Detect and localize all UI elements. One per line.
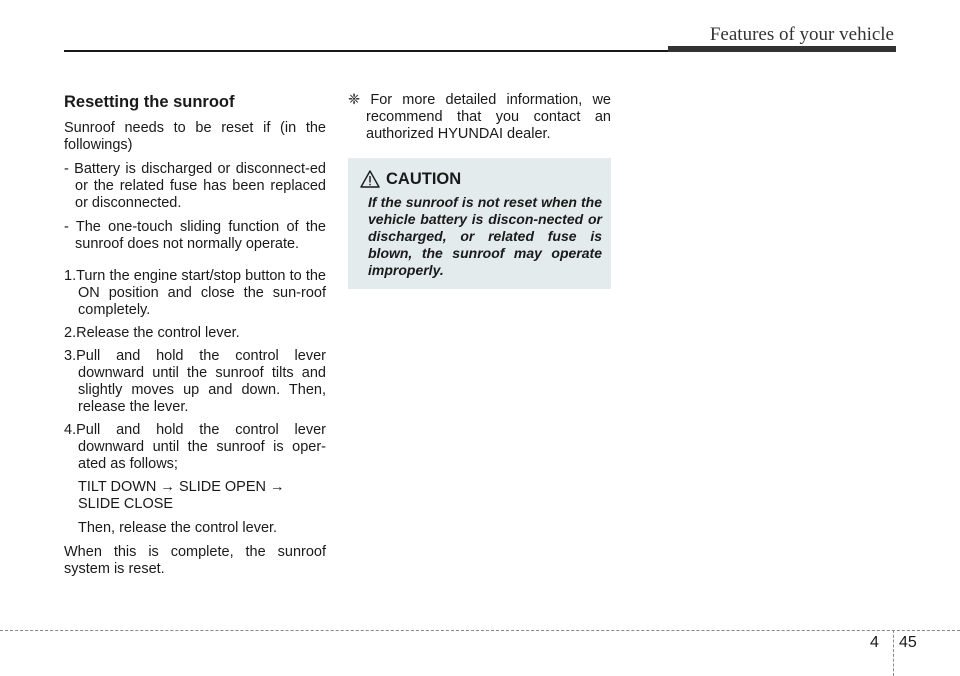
footer-rule: [0, 630, 960, 631]
caution-text: If the sunroof is not reset when the vehicle battery is discon-nected or discharged, or related fuse is blown, the sunroof may operate improperly.: [368, 194, 602, 278]
caution-box: [348, 158, 611, 289]
step-item: 4.Pull and hold the control lever downward until the sunroof is oper-ated as follows;: [64, 422, 326, 472]
section-heading: Resetting the sunroof: [64, 93, 235, 111]
chapter-number: 4: [870, 634, 879, 651]
bullet-item: - The one-touch sliding function of the sunroof does not normally operate.: [64, 219, 326, 252]
operation-sequence: TILT DOWN → SLIDE OPEN → SLIDE CLOSE: [78, 479, 285, 512]
step-item: 1.Turn the engine start/stop button to the ON position and close the sun-roof completely.: [64, 268, 326, 318]
bullet-item: - Battery is discharged or disconnect-ed or the related fuse has been replaced or disconnected.: [64, 161, 326, 211]
header-rule: [64, 50, 668, 52]
intro-text: Sunroof needs to be reset if (in the followings): [64, 120, 326, 153]
dealer-note: ❈ For more detailed information, we recommend that you contact an authorized HYUNDAI dealer.: [348, 92, 611, 142]
spacer: [64, 260, 326, 268]
left-column: [64, 92, 326, 585]
complete-text: When this is complete, the sunroof system is reset.: [64, 544, 326, 577]
footer-divider: [893, 630, 894, 676]
warning-triangle-icon: [360, 170, 380, 188]
step-item: 2.Release the control lever.: [64, 325, 240, 341]
header-bar: [668, 46, 896, 52]
step-item: 3.Pull and hold the control lever downward until the sunroof tilts and slightly moves up and down. Then, release the lever.: [64, 348, 326, 415]
right-column: [348, 92, 611, 143]
page-number: 45: [899, 634, 917, 651]
header-title: Features of your vehicle: [709, 24, 894, 45]
release-text: Then, release the control lever.: [78, 520, 278, 536]
caution-header: [360, 168, 461, 190]
caution-label: CAUTION: [386, 169, 462, 188]
